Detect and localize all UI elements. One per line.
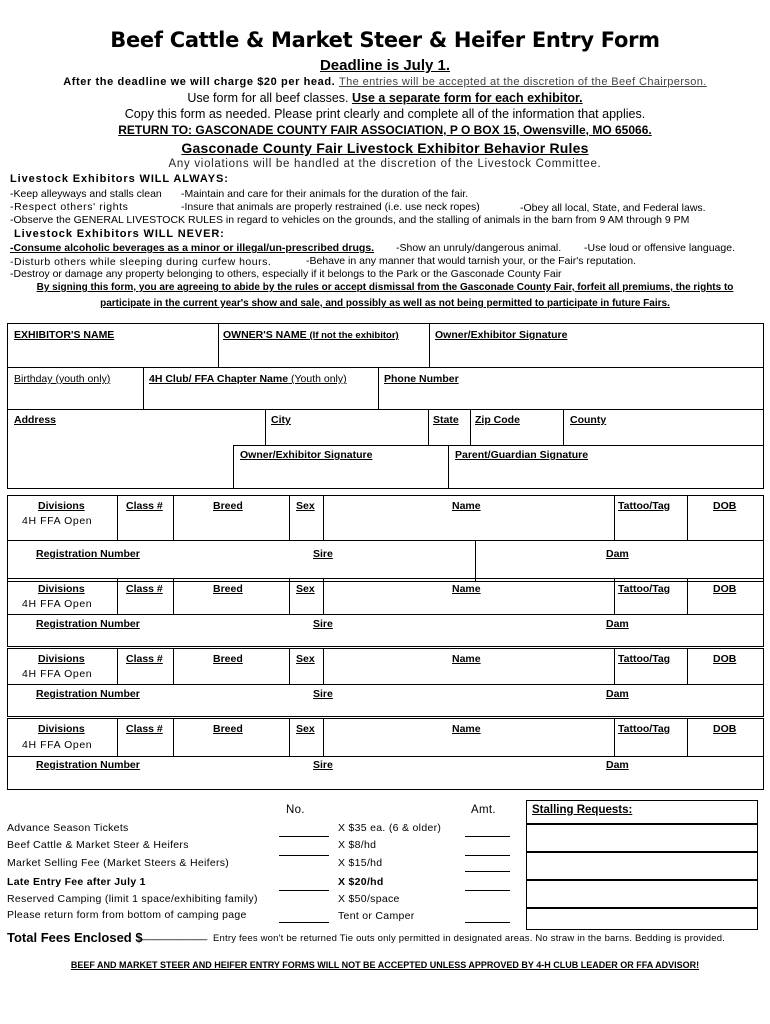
club-field[interactable]: [149, 373, 347, 385]
birthday-label: Birthday: [14, 373, 53, 385]
birthday-note: (youth only): [55, 373, 111, 385]
fee-label: Please return form from bottom of camping page: [7, 909, 247, 921]
rule-always-1: -Keep alleyways and stalls clean: [10, 188, 162, 200]
agreement-line-2: participate in the current year's show and sale, and possibly as well as not being permitted to participate in future Fairs.: [100, 298, 670, 309]
never-heading: Livestock Exhibitors WILL NEVER:: [14, 228, 225, 240]
rules-title: Gasconade County Fair Livestock Exhibitor Behavior Rules: [181, 140, 589, 156]
owner-name-field[interactable]: [223, 329, 399, 341]
division-options[interactable]: 4H FFA Open: [22, 598, 93, 610]
late-fee-notice: [0, 76, 770, 88]
dam-field[interactable]: Dam: [606, 688, 629, 700]
fee-label: Late Entry Fee after July 1: [7, 876, 146, 888]
division-options[interactable]: 4H FFA Open: [22, 668, 93, 680]
sire-field[interactable]: Sire: [313, 759, 333, 771]
tattoo-field[interactable]: Tattoo/Tag: [618, 583, 671, 595]
owner-signature-field-2[interactable]: Owner/Exhibitor Signature: [240, 449, 373, 461]
no-header: No.: [286, 804, 305, 816]
name-field[interactable]: Name: [452, 723, 481, 735]
rule-never-1: -Consume alcoholic beverages as a minor or illegal/un-prescribed drugs.: [10, 242, 375, 254]
dob-field[interactable]: DOB: [713, 653, 737, 665]
division-options[interactable]: 4H FFA Open: [22, 739, 93, 751]
class-field[interactable]: Class #: [126, 500, 163, 512]
phone-field[interactable]: Phone Number: [384, 373, 459, 385]
name-field[interactable]: Name: [452, 653, 481, 665]
fee-qty-blank[interactable]: [279, 855, 329, 856]
use-form-text: Use form for all beef classes.: [187, 91, 349, 105]
breed-field[interactable]: Breed: [213, 500, 243, 512]
late-fee-bold: After the deadline we will charge $20 per head.: [63, 76, 336, 88]
fee-amt-blank[interactable]: [465, 855, 510, 856]
name-field[interactable]: Name: [452, 583, 481, 595]
owner-name-note: (If not the exhibitor): [309, 330, 399, 341]
club-note: (Youth only): [290, 373, 347, 385]
rule-always-3: -Respect others' rights: [10, 201, 129, 213]
dam-field[interactable]: Dam: [606, 618, 629, 630]
city-field[interactable]: City: [271, 414, 291, 426]
fee-qty-blank[interactable]: [279, 890, 329, 891]
registration-field[interactable]: Registration Number: [36, 688, 140, 700]
fees-footer-note: Entry fees won't be returned Tie outs only permitted in designated areas. No straw in the barns. Bedding is provided.: [213, 933, 726, 944]
rule-never-6: -Destroy or damage any property belonging to others, especially if it belongs to the Park or the Gasconade County Fair: [10, 268, 562, 280]
fee-label: Advance Season Tickets: [7, 822, 129, 834]
dob-field[interactable]: DOB: [713, 500, 737, 512]
sire-field[interactable]: Sire: [313, 618, 333, 630]
approval-notice: BEEF AND MARKET STEER AND HEIFER ENTRY FORMS WILL NOT BE ACCEPTED UNLESS APPROVED BY 4-H CLUB LEADER OR FFA ADVISOR!: [70, 960, 700, 970]
rule-always-5: -Obey all local, State, and Federal laws.: [520, 202, 706, 214]
exhibitor-info-table: [7, 323, 764, 489]
amt-header: Amt.: [471, 804, 496, 816]
tattoo-field[interactable]: Tattoo/Tag: [618, 500, 671, 512]
address-field[interactable]: Address: [14, 414, 57, 426]
form-title: Beef Cattle & Market Steer & Heifer Entry Form: [110, 28, 660, 52]
owner-name-label: OWNER'S NAME: [223, 329, 307, 341]
use-form-line: [0, 91, 770, 105]
fee-price: X $20/hd: [338, 876, 384, 888]
stalling-request-line[interactable]: [526, 852, 758, 880]
registration-field[interactable]: Registration Number: [36, 759, 140, 771]
agreement-line-1: By signing this form, you are agreeing to abide by the rules or accept dismissal from the Gasconade County Fair, forfeit all premiums, the rights to: [36, 282, 734, 293]
fee-qty-blank[interactable]: [279, 922, 329, 923]
zip-field[interactable]: Zip Code: [475, 414, 520, 426]
dob-field[interactable]: DOB: [713, 723, 737, 735]
owner-signature-field[interactable]: Owner/Exhibitor Signature: [435, 329, 568, 341]
rule-never-5: -Behave in any manner that would tarnish your, or the Fair's reputation.: [306, 255, 637, 267]
class-field[interactable]: Class #: [126, 653, 163, 665]
divisions-label: Divisions: [38, 500, 85, 512]
rule-never-2: -Show an unruly/dangerous animal.: [396, 242, 562, 254]
class-field[interactable]: Class #: [126, 583, 163, 595]
fee-price: Tent or Camper: [338, 910, 415, 922]
fee-price: X $50/space: [338, 893, 400, 905]
divisions-label: Divisions: [38, 653, 85, 665]
fee-price: X $15/hd: [338, 857, 383, 869]
rule-always-6: -Observe the GENERAL LIVESTOCK RULES in regard to vehicles on the grounds, and the stalling of animals in the barn from 9 AM through 9 PM: [10, 214, 690, 226]
breed-field[interactable]: Breed: [213, 583, 243, 595]
stalling-requests-label: Stalling Requests:: [532, 804, 633, 816]
sex-field[interactable]: Sex: [296, 653, 315, 665]
sex-field[interactable]: Sex: [296, 583, 315, 595]
sex-field[interactable]: Sex: [296, 723, 315, 735]
tattoo-field[interactable]: Tattoo/Tag: [618, 723, 671, 735]
separate-form-text: Use a separate form for each exhibitor.: [352, 91, 583, 105]
tattoo-field[interactable]: Tattoo/Tag: [618, 653, 671, 665]
always-heading: Livestock Exhibitors WILL ALWAYS:: [10, 173, 229, 185]
stalling-request-line[interactable]: [526, 824, 758, 852]
total-fees-blank[interactable]: ___________: [140, 929, 208, 941]
registration-field[interactable]: Registration Number: [36, 618, 140, 630]
divisions-label: Divisions: [38, 723, 85, 735]
state-field[interactable]: State: [433, 414, 459, 426]
total-fees-label: Total Fees Enclosed $: [7, 930, 143, 945]
return-address: RETURN TO: GASCONADE COUNTY FAIR ASSOCIATION, P O BOX 15, Owensville, MO 65066.: [118, 123, 652, 137]
fee-label: Market Selling Fee (Market Steers & Heifers): [7, 857, 230, 869]
dob-field[interactable]: DOB: [713, 583, 737, 595]
breed-field[interactable]: Breed: [213, 723, 243, 735]
divisions-label: Divisions: [38, 583, 85, 595]
fee-qty-blank[interactable]: [279, 836, 329, 837]
rule-never-4: -Disturb others while sleeping during curfew hours.: [10, 256, 272, 268]
fee-label: Reserved Camping (limit 1 space/exhibiting family): [7, 893, 258, 905]
copy-note: Copy this form as needed. Please print clearly and complete all of the information that applies.: [124, 107, 646, 121]
sire-field[interactable]: Sire: [313, 548, 333, 560]
name-field[interactable]: Name: [452, 500, 481, 512]
class-field[interactable]: Class #: [126, 723, 163, 735]
fee-amt-blank[interactable]: [465, 890, 510, 891]
sire-field[interactable]: Sire: [313, 688, 333, 700]
deadline: Deadline is July 1.: [319, 57, 451, 74]
dam-field[interactable]: Dam: [606, 759, 629, 771]
violations-note: Any violations will be handled at the discretion of the Livestock Committee.: [168, 158, 602, 170]
rule-always-4: -Insure that animals are properly restrained (i.e. use neck ropes): [181, 201, 480, 213]
stalling-request-line[interactable]: [526, 880, 758, 908]
club-label: 4H Club/ FFA Chapter Name: [149, 373, 289, 385]
registration-field[interactable]: Registration Number: [36, 548, 140, 560]
birthday-field[interactable]: [14, 373, 110, 385]
county-field[interactable]: County: [570, 414, 607, 426]
late-fee-note: The entries will be accepted at the discretion of the Beef Chairperson.: [339, 76, 707, 88]
parent-signature-field[interactable]: Parent/Guardian Signature: [455, 449, 589, 461]
rule-never-3: -Use loud or offensive language.: [584, 242, 735, 254]
rule-always-2: -Maintain and care for their animals for the duration of the fair.: [181, 188, 469, 200]
division-options[interactable]: 4H FFA Open: [22, 515, 93, 527]
fee-price: X $35 ea. (6 & older): [338, 822, 442, 834]
fee-amt-blank[interactable]: [465, 836, 510, 837]
stalling-request-line[interactable]: [526, 908, 758, 930]
fee-amt-blank[interactable]: [465, 922, 510, 923]
fee-label: Beef Cattle & Market Steer & Heifers: [7, 839, 189, 851]
exhibitor-name-field[interactable]: EXHIBITOR'S NAME: [14, 329, 115, 341]
fee-amt-blank[interactable]: [465, 871, 510, 872]
dam-field[interactable]: Dam: [606, 548, 629, 560]
breed-field[interactable]: Breed: [213, 653, 243, 665]
fee-price: X $8/hd: [338, 839, 377, 851]
sex-field[interactable]: Sex: [296, 500, 315, 512]
